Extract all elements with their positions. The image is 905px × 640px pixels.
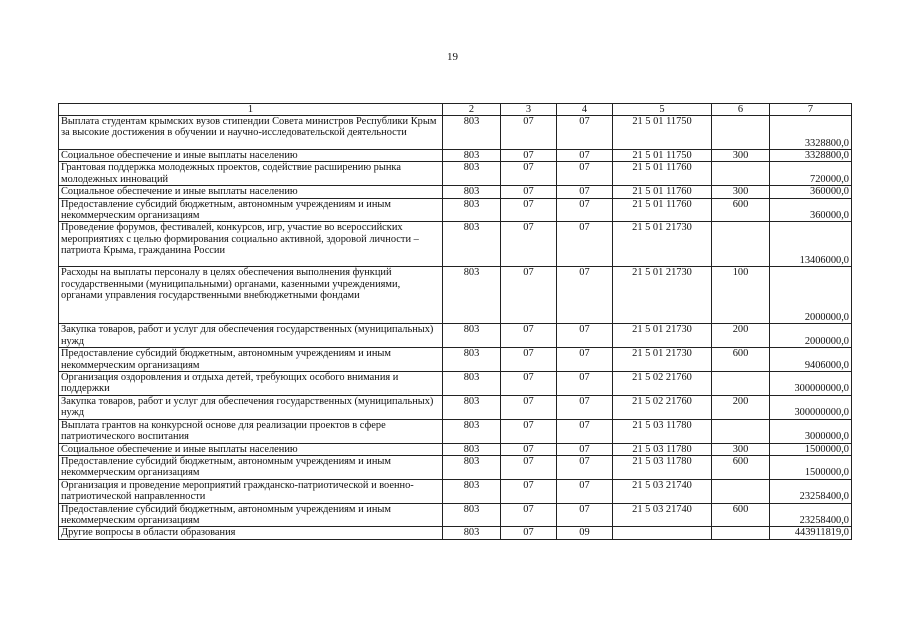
table-row	[59, 455, 852, 479]
row-amount-cell: 23258400,0	[770, 503, 852, 527]
row-expense-type-cell: 300	[712, 443, 770, 455]
table-row	[59, 419, 852, 443]
table-row	[59, 348, 852, 372]
table-row	[59, 503, 852, 527]
row-code-cell: 803	[443, 395, 501, 419]
row-section-cell: 07	[501, 395, 557, 419]
row-section-cell: 07	[501, 162, 557, 186]
row-amount-cell: 360000,0	[770, 198, 852, 222]
row-section-cell: 07	[501, 222, 557, 267]
row-code-cell: 803	[443, 267, 501, 324]
page-number: 19	[447, 51, 458, 63]
table-row	[59, 222, 852, 267]
row-target-article-cell: 21 5 01 21730	[613, 348, 712, 372]
row-target-article-cell: 21 5 03 21740	[613, 503, 712, 527]
row-name-cell: Проведение форумов, фестивалей, конкурсов, игр, участие во всероссийских мероприятиях с целью формирования социально активной, здоровой личности – патриота Крыма, гражданина России	[59, 222, 443, 267]
table-row	[59, 116, 852, 150]
row-section-cell: 07	[501, 372, 557, 396]
row-expense-type-cell: 300	[712, 186, 770, 198]
header-cell: 5	[613, 104, 712, 116]
row-name-cell: Другие вопросы в области образования	[59, 527, 443, 539]
header-cell: 4	[557, 104, 613, 116]
row-name-cell: Расходы на выплаты персоналу в целях обеспечения выполнения функций государственными (муниципальными) органами, казенными учреждениями, органами управления государственными внебюджетными фондами	[59, 267, 443, 324]
row-amount-cell: 1500000,0	[770, 455, 852, 479]
row-amount-cell: 3328800,0	[770, 150, 852, 162]
row-amount-cell: 720000,0	[770, 162, 852, 186]
row-section-cell: 07	[501, 324, 557, 348]
row-code-cell: 803	[443, 186, 501, 198]
row-name-cell: Закупка товаров, работ и услуг для обеспечения государственных (муниципальных) нужд	[59, 324, 443, 348]
row-section-cell: 07	[501, 267, 557, 324]
row-code-cell: 803	[443, 455, 501, 479]
row-expense-type-cell	[712, 479, 770, 503]
row-expense-type-cell	[712, 116, 770, 150]
row-amount-cell: 1500000,0	[770, 443, 852, 455]
table-header-row	[59, 104, 852, 116]
row-subsection-cell: 07	[557, 198, 613, 222]
row-target-article-cell: 21 5 02 21760	[613, 395, 712, 419]
row-name-cell: Организация оздоровления и отдыха детей, требующих особого внимания и поддержки	[59, 372, 443, 396]
budget-table	[58, 103, 852, 540]
row-subsection-cell: 09	[557, 527, 613, 539]
row-section-cell: 07	[501, 527, 557, 539]
row-expense-type-cell: 200	[712, 324, 770, 348]
row-subsection-cell: 07	[557, 395, 613, 419]
row-subsection-cell: 07	[557, 503, 613, 527]
row-amount-cell: 9406000,0	[770, 348, 852, 372]
row-name-cell: Закупка товаров, работ и услуг для обеспечения государственных (муниципальных) нужд	[59, 395, 443, 419]
row-name-cell: Выплата грантов на конкурсной основе для реализации проектов в сфере патриотического воспитания	[59, 419, 443, 443]
row-code-cell: 803	[443, 162, 501, 186]
row-target-article-cell: 21 5 03 11780	[613, 419, 712, 443]
row-code-cell: 803	[443, 503, 501, 527]
row-subsection-cell: 07	[557, 443, 613, 455]
row-target-article-cell: 21 5 01 11760	[613, 186, 712, 198]
row-code-cell: 803	[443, 150, 501, 162]
row-expense-type-cell: 200	[712, 395, 770, 419]
row-code-cell: 803	[443, 116, 501, 150]
row-expense-type-cell: 600	[712, 503, 770, 527]
row-subsection-cell: 07	[557, 116, 613, 150]
row-section-cell: 07	[501, 443, 557, 455]
row-target-article-cell: 21 5 01 11760	[613, 162, 712, 186]
row-subsection-cell: 07	[557, 419, 613, 443]
row-code-cell: 803	[443, 348, 501, 372]
table-row	[59, 186, 852, 198]
row-subsection-cell: 07	[557, 267, 613, 324]
table-row	[59, 395, 852, 419]
row-section-cell: 07	[501, 455, 557, 479]
table-row	[59, 198, 852, 222]
row-amount-cell: 23258400,0	[770, 479, 852, 503]
row-expense-type-cell: 600	[712, 198, 770, 222]
row-code-cell: 803	[443, 479, 501, 503]
table-row	[59, 527, 852, 539]
row-expense-type-cell	[712, 222, 770, 267]
row-section-cell: 07	[501, 150, 557, 162]
row-section-cell: 07	[501, 186, 557, 198]
row-target-article-cell: 21 5 02 21760	[613, 372, 712, 396]
table-row	[59, 267, 852, 324]
row-amount-cell: 13406000,0	[770, 222, 852, 267]
row-code-cell: 803	[443, 372, 501, 396]
table-row	[59, 150, 852, 162]
row-code-cell: 803	[443, 222, 501, 267]
header-cell: 2	[443, 104, 501, 116]
row-target-article-cell: 21 5 03 11780	[613, 443, 712, 455]
row-expense-type-cell	[712, 527, 770, 539]
row-expense-type-cell: 600	[712, 348, 770, 372]
row-name-cell: Социальное обеспечение и иные выплаты населению	[59, 150, 443, 162]
row-subsection-cell: 07	[557, 455, 613, 479]
row-target-article-cell: 21 5 01 21730	[613, 324, 712, 348]
row-subsection-cell: 07	[557, 372, 613, 396]
row-expense-type-cell: 300	[712, 150, 770, 162]
row-section-cell: 07	[501, 198, 557, 222]
row-code-cell: 803	[443, 198, 501, 222]
row-target-article-cell: 21 5 01 11750	[613, 116, 712, 150]
row-target-article-cell: 21 5 01 21730	[613, 222, 712, 267]
row-code-cell: 803	[443, 324, 501, 348]
header-cell: 6	[712, 104, 770, 116]
row-name-cell: Социальное обеспечение и иные выплаты населению	[59, 186, 443, 198]
header-cell: 1	[59, 104, 443, 116]
row-target-article-cell: 21 5 01 21730	[613, 267, 712, 324]
row-subsection-cell: 07	[557, 150, 613, 162]
row-target-article-cell	[613, 527, 712, 539]
table-row	[59, 372, 852, 396]
row-name-cell: Организация и проведение мероприятий гражданско-патриотической и военно-патриотической направленности	[59, 479, 443, 503]
header-cell: 3	[501, 104, 557, 116]
row-amount-cell: 3328800,0	[770, 116, 852, 150]
row-name-cell: Предоставление субсидий бюджетным, автономным учреждениям и иным некоммерческим организациям	[59, 198, 443, 222]
row-name-cell: Социальное обеспечение и иные выплаты населению	[59, 443, 443, 455]
row-name-cell: Грантовая поддержка молодежных проектов, содействие расширению рынка молодежных инноваций	[59, 162, 443, 186]
row-amount-cell: 443911819,0	[770, 527, 852, 539]
row-target-article-cell: 21 5 03 21740	[613, 479, 712, 503]
row-section-cell: 07	[501, 503, 557, 527]
row-amount-cell: 300000000,0	[770, 395, 852, 419]
table-row	[59, 324, 852, 348]
row-code-cell: 803	[443, 443, 501, 455]
row-target-article-cell: 21 5 03 11780	[613, 455, 712, 479]
row-expense-type-cell	[712, 372, 770, 396]
row-subsection-cell: 07	[557, 162, 613, 186]
row-subsection-cell: 07	[557, 348, 613, 372]
header-cell: 7	[770, 104, 852, 116]
row-expense-type-cell: 600	[712, 455, 770, 479]
table-row	[59, 479, 852, 503]
row-section-cell: 07	[501, 116, 557, 150]
row-subsection-cell: 07	[557, 324, 613, 348]
row-name-cell: Предоставление субсидий бюджетным, автономным учреждениям и иным некоммерческим организациям	[59, 455, 443, 479]
row-amount-cell: 2000000,0	[770, 267, 852, 324]
row-name-cell: Предоставление субсидий бюджетным, автономным учреждениям и иным некоммерческим организациям	[59, 348, 443, 372]
row-amount-cell: 3000000,0	[770, 419, 852, 443]
row-target-article-cell: 21 5 01 11750	[613, 150, 712, 162]
row-subsection-cell: 07	[557, 479, 613, 503]
table-row	[59, 162, 852, 186]
row-subsection-cell: 07	[557, 186, 613, 198]
row-expense-type-cell	[712, 162, 770, 186]
row-amount-cell: 360000,0	[770, 186, 852, 198]
table-row	[59, 443, 852, 455]
row-target-article-cell: 21 5 01 11760	[613, 198, 712, 222]
row-section-cell: 07	[501, 479, 557, 503]
row-name-cell: Выплата студентам крымских вузов стипендии Совета министров Республики Крым за высокие достижения в обучении и научно-исследовательской деятельности	[59, 116, 443, 150]
row-amount-cell: 300000000,0	[770, 372, 852, 396]
row-expense-type-cell	[712, 419, 770, 443]
row-expense-type-cell: 100	[712, 267, 770, 324]
row-name-cell: Предоставление субсидий бюджетным, автономным учреждениям и иным некоммерческим организациям	[59, 503, 443, 527]
row-code-cell: 803	[443, 419, 501, 443]
row-section-cell: 07	[501, 419, 557, 443]
row-subsection-cell: 07	[557, 222, 613, 267]
row-section-cell: 07	[501, 348, 557, 372]
row-code-cell: 803	[443, 527, 501, 539]
row-amount-cell: 2000000,0	[770, 324, 852, 348]
